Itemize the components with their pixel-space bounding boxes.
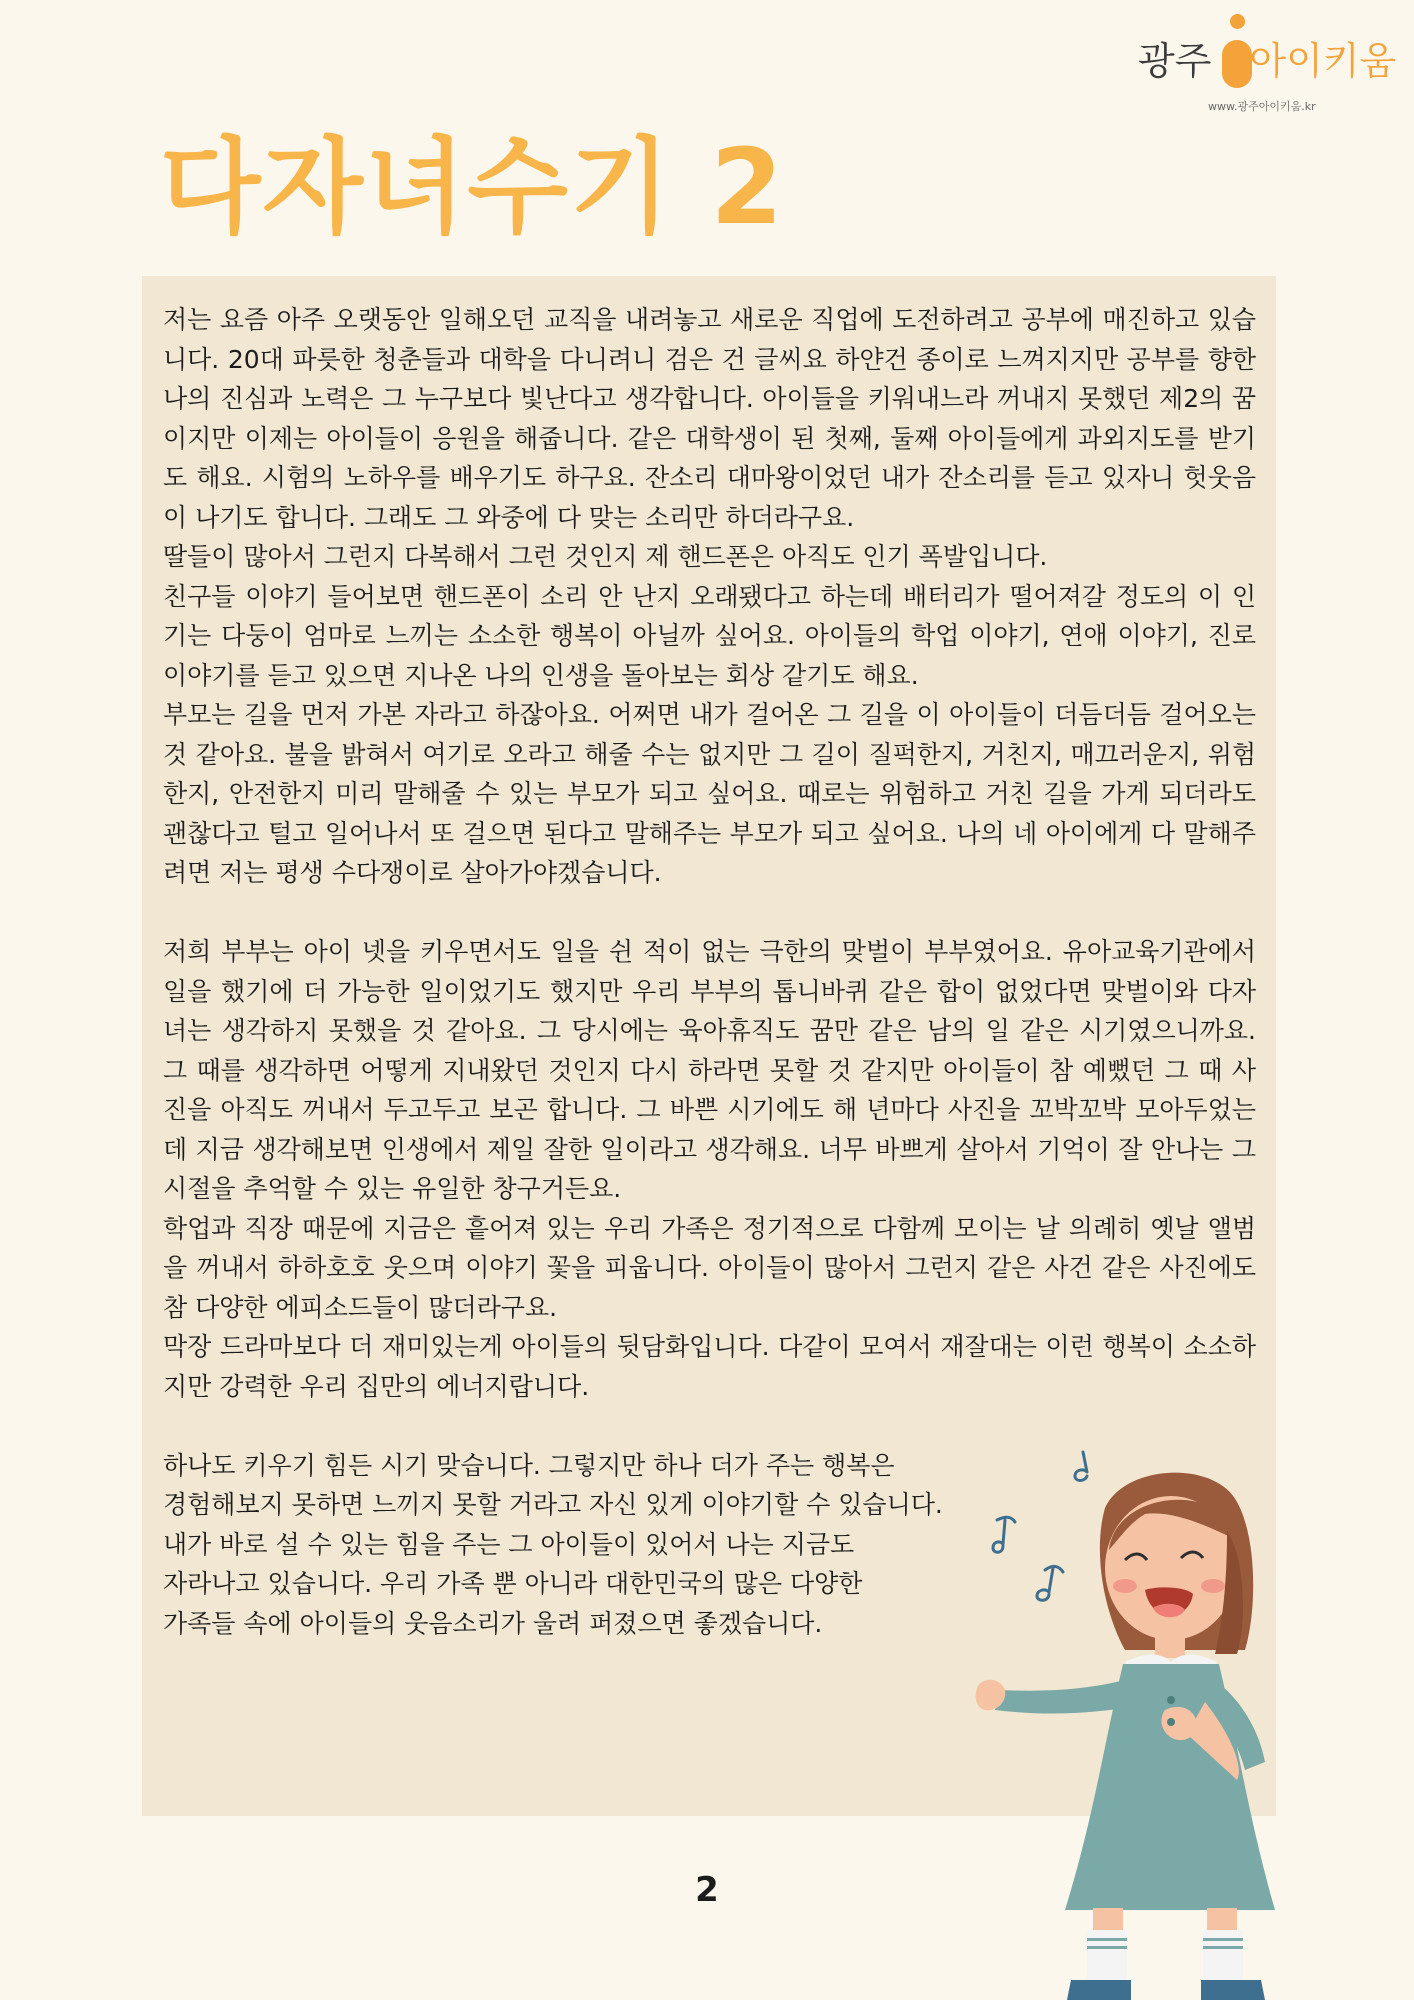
logo-url: www.광주아이키움.kr [1208, 100, 1316, 113]
page-number: 2 [695, 1870, 719, 1910]
paragraph-5: 저희 부부는 아이 넷을 키우면서도 일을 쉰 적이 없는 극한의 맞벌이 부부였어요. 유아교육기관에서 일을 했기에 더 가능한 일이었기도 했지만 우리 부부의 톱니바퀴 같은 합이 없었다면 맞벌이와 다자녀는 생각하지 못했을 것 같아요. 그 당시에는 육아휴직도 꿈만 같은 남의 일 같은 시기였으니까요. 그 때를 생각하면 어떻게 지내왔던 것인지 다시 하라면 못할 것 같지만 아이들이 참 예뻤던 그 때 사진을 아직도 꺼내서 두고두고 보곤 합니다. 그 바쁜 시기에도 해 년마다 사진을 꼬박꼬박 모아두었는데 지금 생각해보면 인생에서 제일 잘한 일이라고 생각해요. 너무 바쁘게 살아서 기억이 잘 안나는 그 시절을 추억할 수 있는 유일한 창구거든요. [163, 937, 1256, 1203]
closing-line: 내가 바로 설 수 있는 힘을 주는 그 아이들이 있어서 나는 지금도 [163, 1529, 855, 1559]
paragraph-3: 친구들 이야기 들어보면 핸드폰이 소리 안 난지 오래됐다고 하는데 배터리가 떨어져갈 정도의 이 인기는 다둥이 엄마로 느끼는 소소한 행복이 아닐까 싶어요. 아이들의 학업 이야기, 연애 이야기, 진로 이야기를 듣고 있으면 지나온 나의 인생을 돌아보는 회상 같기도 해요. [163, 581, 1256, 690]
page-title: 다자녀수기 2 [160, 126, 785, 248]
paragraph-7: 막장 드라마보다 더 재미있는게 아이들의 뒷담화입니다. 다같이 모여서 재잘대는 이런 행복이 소소하지만 강력한 우리 집만의 에너지랍니다. [163, 1332, 1256, 1401]
music-note-icon [993, 1452, 1087, 1600]
paragraph-4: 부모는 길을 먼저 가본 자라고 하잖아요. 어쩌면 내가 걸어온 그 길을 이 아이들이 더듬더듬 걸어오는 것 같아요. 불을 밝혀서 여기로 오라고 해줄 수는 없지만 그 길이 질퍽한지, 거친지, 매끄러운지, 위험한지, 안전한지 미리 말해줄 수 있는 부모가 되고 싶어요. 때로는 위험하고 거친 길을 가게 되더라도 괜찮다고 털고 일어나서 또 걸으면 된다고 말해주는 부모가 되고 싶어요. 나의 네 아이에게 다 말해주려면 저는 평생 수다쟁이로 살아가야겠습니다. [163, 700, 1256, 887]
logo-brand-left: 광주 [1138, 39, 1212, 83]
closing-line: 자라나고 있습니다. 우리 가족 뿐 아니라 대한민국의 많은 다양한 [163, 1569, 863, 1598]
logo-text [1138, 30, 1396, 85]
closing-line: 경험해보지 못하면 느끼지 못할 거라고 자신 있게 이야기할 수 있습니다. [163, 1490, 943, 1519]
singing-girl-illustration [975, 1440, 1345, 2000]
logo-dot [1230, 14, 1245, 29]
gwangju-aikium-logo [1138, 14, 1398, 114]
logo-brand-right: 아이키움 [1249, 39, 1397, 83]
paragraph-6: 학업과 직장 때문에 지금은 흩어져 있는 우리 가족은 정기적으로 다함께 모이는 날 의례히 옛날 앨범을 꺼내서 하하호호 웃으며 이야기 꽃을 피웁니다. 아이들이 많아서 그런지 같은 사건 같은 사진에도 참 다양한 에피소드들이 많더라구요. [163, 1213, 1256, 1322]
paragraph-2: 딸들이 많아서 그런지 다복해서 그런 것인지 제 핸드폰은 아직도 인기 폭발입니다. [163, 542, 1048, 571]
closing-paragraph [163, 1446, 1028, 1644]
closing-line: 하나도 키우기 힘든 시기 맞습니다. 그렇지만 하나 더가 주는 행복은 [163, 1450, 895, 1480]
closing-line: 가족들 속에 아이들의 웃음소리가 울려 퍼졌으면 좋겠습니다. [163, 1608, 823, 1638]
paragraph-spacer [163, 893, 1256, 933]
paragraph-1: 저는 요즘 아주 오랫동안 일해오던 교직을 내려놓고 새로운 직업에 도전하려고 공부에 매진하고 있습니다. 20대 파릇한 청춘들과 대학을 다니려니 검은 건 글씨요 하얀건 종이로 느껴지지만 공부를 향한 나의 진심과 노력은 그 누구보다 빛난다고 생각합니다. 아이들을 키워내느라 꺼내지 못했던 제2의 꿈이지만 이제는 아이들이 응원을 해줍니다. 같은 대학생이 된 첫째, 둘째 아이들에게 과외지도를 받기도 해요. 시험의 노하우를 배우기도 하구요. 잔소리 대마왕이었던 내가 잔소리를 듣고 있자니 헛웃음이 나기도 합니다. 그래도 그 와중에 다 맞는 소리만 하더라구요. [163, 305, 1256, 532]
